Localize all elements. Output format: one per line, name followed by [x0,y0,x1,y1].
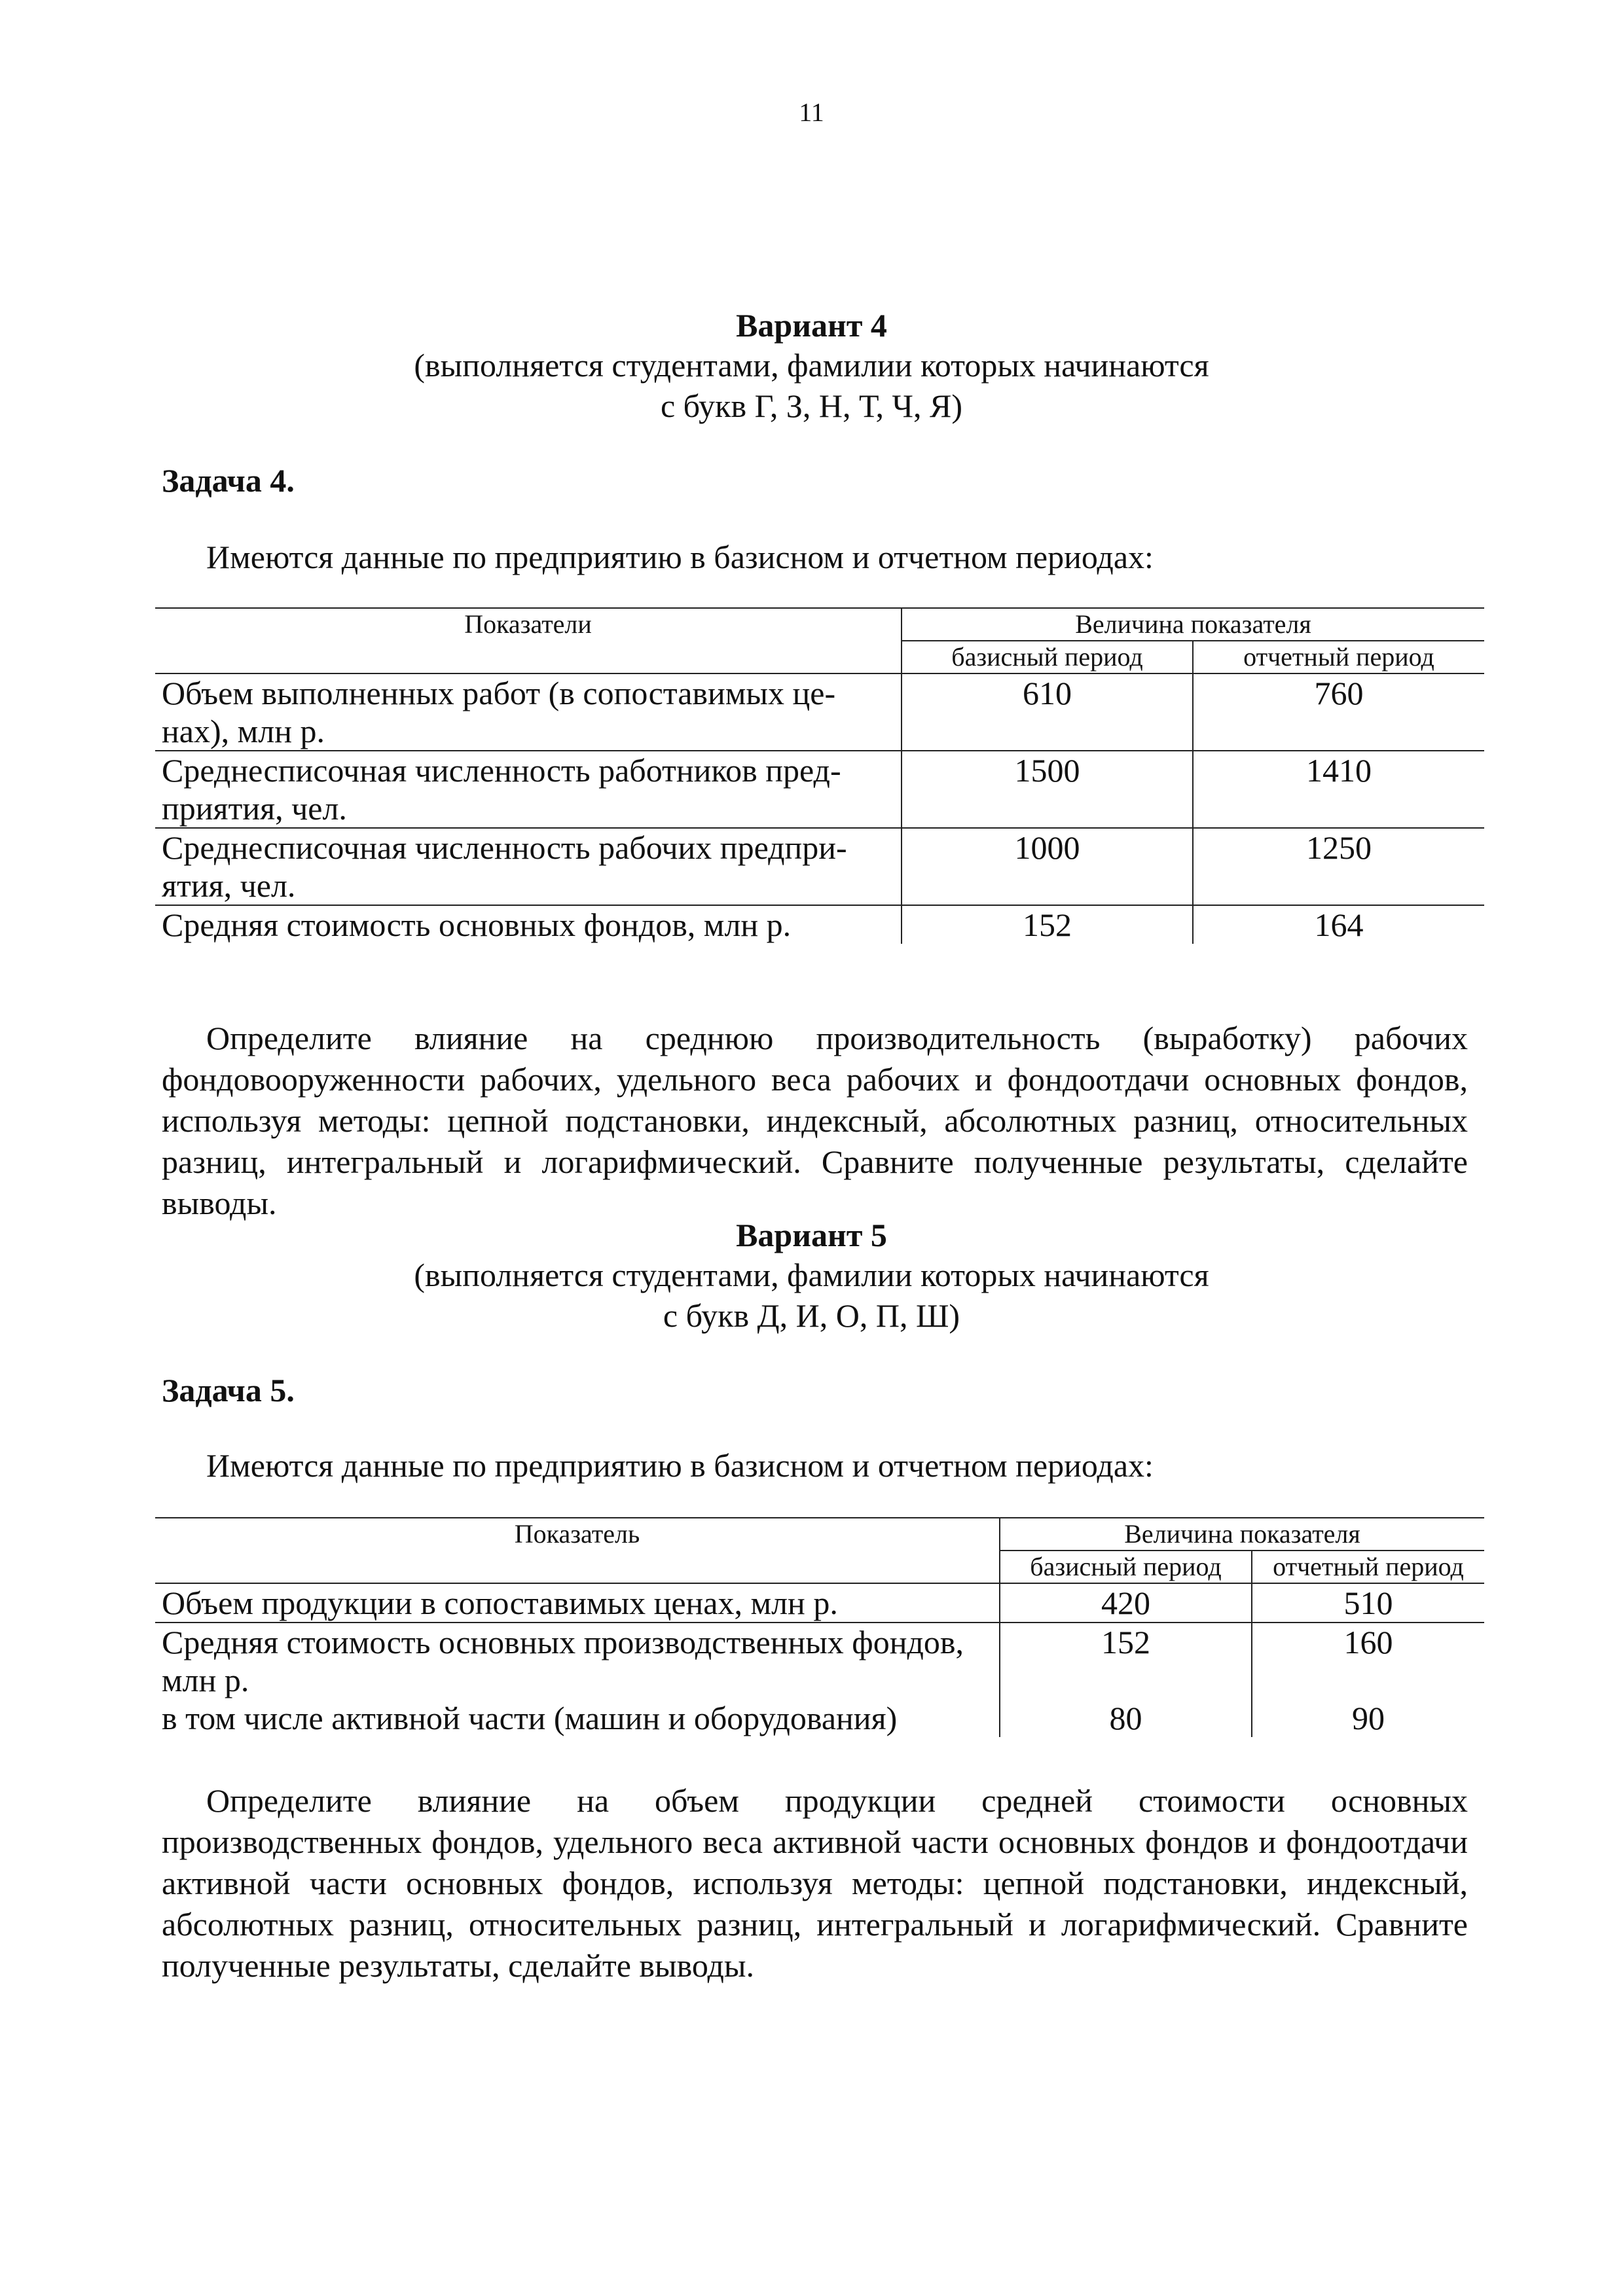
task-4-text: Определите влияние на среднюю производительность (выработку) рабочих фондовооруженности рабочих, удельного веса рабочих и фондоотдачи основных фондов, используя методы: цепной подстановки, индексный, абсолютных разниц, относительных разниц, интегральный и логарифмический. Сравните полученные результаты, сделайте выводы. [162,1020,1468,1221]
table-row [155,905,1484,944]
table-row [155,1583,1484,1623]
task-5-text: Определите влияние на объем продукции средней стоимости основных производственных фондов, удельного веса активной части основных фондов и фондоотдачи активной части основных фондов, используя методы: цепной подстановки, индексный, абсолютных разниц, относительных разниц, интегральный и логарифмический. Сравните полученные результаты, сделайте выводы. [162,1782,1468,1984]
table-cell-report: 510 [1252,1583,1484,1623]
table-cell-base: 610 [902,673,1193,751]
variant-4-subtitle-line2: с букв Г, З, Н, Т, Ч, Я) [660,387,963,424]
table-cell-label: Среднесписочная численность рабочих предпри-ятия, чел. [162,829,847,904]
table-cell-report: 1410 [1193,751,1484,828]
task-4-title: Задача 4. [162,462,295,499]
table-header-indicator: Показатель [155,1518,1000,1583]
task-4-table [155,607,1484,944]
variant-4-title: Вариант 4 [736,307,887,344]
variant-5-title: Вариант 5 [736,1217,887,1253]
table-cell-base: 1500 [902,751,1193,828]
table-header-report: отчетный период [1252,1551,1484,1583]
table-row [155,673,1484,751]
table-cell-report: 164 [1193,905,1484,944]
table-cell-report: 1250 [1193,828,1484,905]
table-cell-report: 160 [1252,1623,1484,1699]
table-cell-label: Среднесписочная численность работников пред-приятия, чел. [162,752,841,827]
table-row [155,1623,1484,1699]
table-header-value: Величина показателя [902,608,1484,641]
table-cell-base: 420 [1000,1583,1252,1623]
table-cell-label: Объем выполненных работ (в сопоставимых це-нах), млн р. [162,675,836,749]
table-cell-label: Средняя стоимость основных производственных фондов, млн р. [162,1624,964,1698]
table-cell-label: Объем продукции в сопоставимых ценах, млн р. [162,1585,838,1621]
table-cell-base: 152 [1000,1623,1252,1699]
task-5-table [155,1517,1484,1737]
table-cell-base: 152 [902,905,1193,944]
variant-5-subtitle-line1: (выполняется студентами, фамилии которых начинаются [414,1257,1209,1293]
table-cell-report: 760 [1193,673,1484,751]
task-5-intro: Имеются данные по предприятию в базисном и отчетном периодах: [206,1447,1154,1484]
variant-5-subtitle-line2: с букв Д, И, О, П, Ш) [663,1297,960,1334]
variant-4-subtitle-line1: (выполняется студентами, фамилии которых начинаются [414,347,1209,384]
table-header-value: Величина показателя [1000,1518,1484,1551]
table-cell-base: 1000 [902,828,1193,905]
table-row [155,1699,1484,1737]
page-number: 11 [799,98,824,127]
task-5-title: Задача 5. [162,1372,295,1408]
table-header-report: отчетный период [1193,641,1484,673]
table-row [155,828,1484,905]
table-cell-label: в том числе активной части (машин и оборудования) [162,1700,898,1736]
table-row [155,751,1484,828]
table-cell-base: 80 [1000,1699,1252,1737]
task-4-intro: Имеются данные по предприятию в базисном и отчетном периодах: [206,539,1154,575]
table-cell-label: Средняя стоимость основных фондов, млн р. [162,906,792,943]
table-header-base: базисный период [1000,1551,1252,1583]
table-cell-report: 90 [1252,1699,1484,1737]
table-header-indicator: Показатели [155,608,902,673]
table-header-base: базисный период [902,641,1193,673]
